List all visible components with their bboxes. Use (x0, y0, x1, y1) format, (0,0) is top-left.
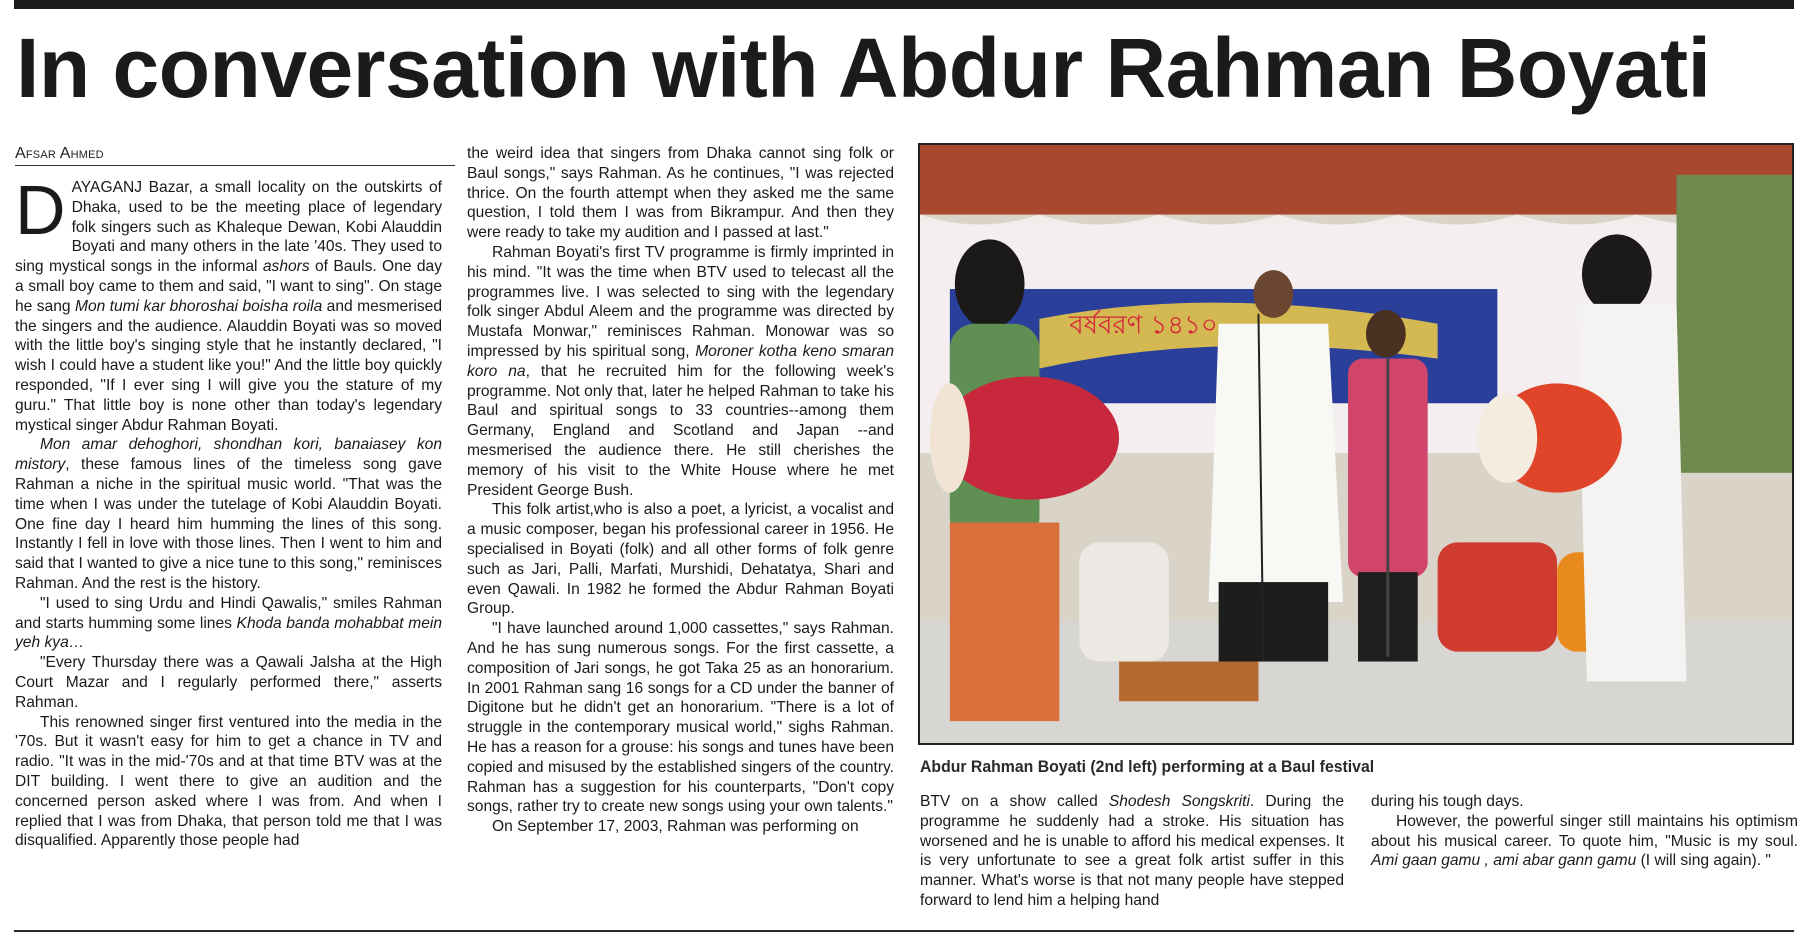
banner-text: বর্ষবরণ ১৪১০ (1069, 310, 1218, 341)
paragraph-4: "Every Thursday there was a Qawali Jalsha at the High Court Mazar and I regularly performed there," asserts Rahman. (15, 654, 442, 711)
singer-trousers (1219, 582, 1328, 661)
headline: In conversation with Abdur Rahman Boyati (16, 21, 1711, 115)
article-column-4 (1371, 792, 1798, 871)
paragraph-12: during his tough days. (1371, 793, 1524, 810)
singer-head (1253, 270, 1293, 318)
left-drummer-lungi (950, 522, 1059, 721)
tent-canopy (920, 145, 1792, 215)
paragraph-11: BTV on a show called Shodesh Songskriti. During the programme he suddenly had a stroke. His situation has worsened and he is unable to afford his medical expenses. It is very unfortunate to see a great folk artist suffer in this manner. What's worse is that not many people have stepped forward to lend him a helping hand (920, 793, 1344, 909)
paragraph-9: "I have launched around 1,000 cassettes," says Rahman. And he has sung numerous songs. For the first cassette, a composition of Jari songs, he got Taka 25 as an honorarium. In 2001 Rahman sang 16 songs for a CD under the banner of Digitone but he didn't get an honorarium. "There is a lot of struggle in the contemporary musical world," sighs Rahman. He has a reason for a grouse: his songs and tunes have been copied and misused by the established singers of the country. Rahman has a suggestion for his counterparts, "Don't copy songs, rather try to create new songs using your own talents." (467, 620, 894, 816)
article-column-2 (467, 144, 894, 837)
singer-white-kurta (1209, 324, 1343, 602)
photo-caption: Abdur Rahman Boyati (2nd left) performing at a Baul festival (920, 757, 1375, 776)
paragraph-2: Mon amar dehoghori, shondhan kori, banaiasey kon mistory, these famous lines of the timeless song gave Rahman a niche in the spiritual music world. "That was the time when I was under the tutelage of Kobi Alauddin Boyati. One fine day I heard him humming the lines of this song. Instantly I fell in love with those lines. Then I went to him and said that I wanted to give a nice tune to this song," reminisces Rahman. And the rest is the history. (15, 436, 442, 592)
paragraph-1: DAYAGANJ Bazar, a small locality on the outskirts of Dhaka, used to be the meeting place of legendary folk singers such as Khaleque Dewan, Kobi Alauddin Boyati and many others in the late '40s. They used to sing mystical songs in the informal ashors of Bauls. One day a small boy came to them and said, "I want to sing". On stage he sang Mon tumi kar bhoroshai boisha roila and mesmerised the singers and the audience. Alauddin Boyati was so moved with the little boy's singing style that he instantly declared, "I wish I could have a student like you!" And the little boy quickly responded, "If I ever sing I will give you the stature of my guru." That little boy is none other than today's legendary mystical singer Abdur Rahman Boyati. (15, 171, 443, 434)
right-drum-head (1477, 393, 1537, 482)
harmonium (1119, 662, 1258, 702)
top-rule (14, 0, 1794, 9)
left-drummer-hair (955, 239, 1025, 328)
paragraph-6: the weird idea that singers from Dhaka cannot sing folk or Baul songs," says Rahman. As he continues, "I was rejected thrice. On the fourth attempt when they asked me the same question, I told them I was from Bikrampur. And then they were ready to take my audition and I passed at last." (467, 145, 894, 242)
paragraph-10: On September 17, 2003, Rahman was performing on (491, 818, 859, 836)
byline: Afsar Ahmed (15, 145, 455, 166)
article-column-1 (15, 171, 443, 851)
flute-player-head (1366, 310, 1406, 358)
paragraph-13: However, the powerful singer still maintains his optimism about his musical career. To quote him, "Music is my soul. Ami gaan gamu , ami abar gann gamu (I will sing again). " (1371, 812, 1798, 870)
paragraph-5: This renowned singer first ventured into the media in the '70s. But it wasn't easy for him to get a chance in TV and radio. "It was in the mid-'70s and at that time BTV was at the DIT building. I went there to give an audition and the concerned person asked where I was from. And when I replied that I was from Dhaka, that person told me that I was disqualified. Apparently those people had (15, 713, 442, 850)
article-photo (918, 143, 1794, 745)
seated-musician-2 (1438, 542, 1557, 651)
article-column-3 (920, 792, 1344, 911)
right-drummer-body (1577, 304, 1686, 681)
paragraph-3: "I used to sing Urdu and Hindi Qawalis," smiles Rahman and starts humming some lines Khoda banda mohabbat mein yeh kya… (15, 594, 442, 652)
bottom-rule (14, 930, 1794, 932)
trees (1677, 175, 1792, 473)
right-drummer-hair (1582, 234, 1652, 313)
drop-cap: D (15, 171, 66, 249)
left-drum-head (930, 383, 970, 492)
paragraph-7: Rahman Boyati's first TV programme is firmly imprinted in his mind. "It was the time when BTV used to telecast all the programmes live. I was selected to sing with the legendary folk singer Abdul Aleem and the programme was directed by Mustafa Monwar," reminisces Rahman. Monowar was so impressed by his spiritual song, Moroner kotha keno smaran koro na, that he recruited him for the following week's programme. Not only that, later he helped Rahman to take his Baul and spiritual songs to 33 countries--among them Germany, England and Scotland and Japan --and mesmerised the audience there. He still cherishes the memory of his visit to the White House where he met President George Bush. (467, 243, 895, 499)
paragraph-8: This folk artist,who is also a poet, a lyricist, a vocalist and a music composer, began his professional career in 1956. He specialised in Boyati (folk) and all other forms of folk genre such as Jari, Palli, Marfati, Murshidi, Dehatatya, Shari and even Qawali. In 1982 he formed the Abdur Rahman Boyati Group. (467, 501, 894, 618)
seated-musician-1 (1079, 542, 1169, 661)
performance-photo-illustration (920, 145, 1792, 743)
